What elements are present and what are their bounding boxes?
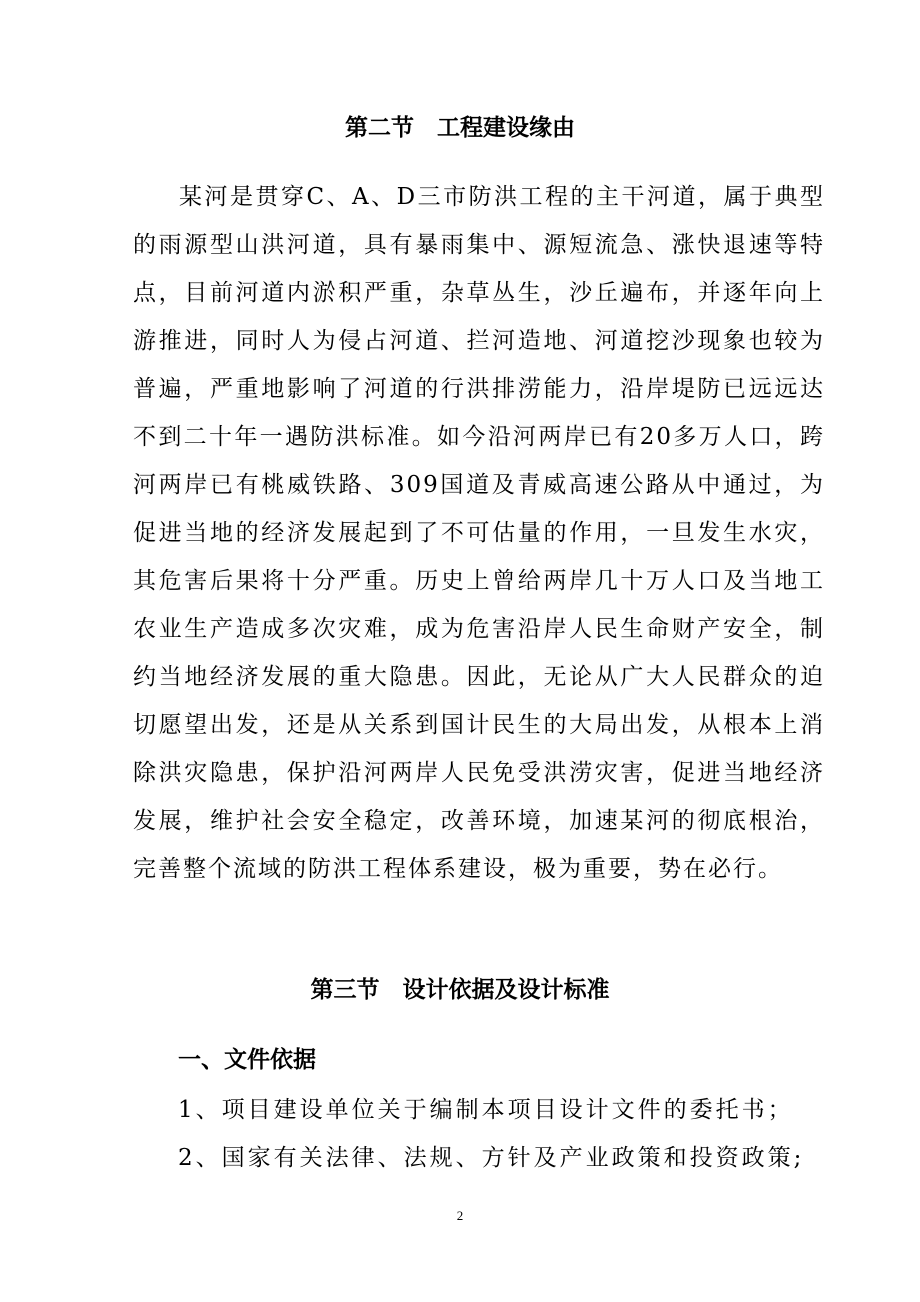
- section-2-paragraph: 某河是贯穿C、A、D三市防洪工程的主干河道，属于典型的雨源型山洪河道，具有暴雨集中、源短流急、涨快退速等特点，目前河道内淤积严重，杂草丛生，沙丘遍布，并逐年向上游推进，同时人为侵占河道、拦河造地、河道挖沙现象也较为普遍，严重地影响了河道的行洪排涝能力，沿岸堤防已远远达不到二十年一遇防洪标准。如今沿河两岸已有20多万人口，跨河两岸已有桃威铁路、309国道及青威高速公路从中通过，为促进当地的经济发展起到了不可估量的作用，一旦发生水灾，其危害后果将十分严重。历史上曾给两岸几十万人口及当地工农业生产造成多次灾难，成为危害沿岸人民生命财产安全，制约当地经济发展的重大隐患。因此，无论从广大人民群众的迫切愿望出发，还是从关系到国计民生的大局出发，从根本上消除洪灾隐患，保护沿河两岸人民免受洪涝灾害，促进当地经济发展，维护社会安全稳定，改善环境，加速某河的彻底根治，完善整个流域的防洪工程体系建设，极为重要，势在必行。: [133, 184, 825, 882]
- section-2-body: [133, 173, 825, 893]
- list-item: 1、项目建设单位关于编制本项目设计文件的委托书；: [178, 1097, 794, 1123]
- document-basis-list: [178, 1086, 828, 1182]
- section-3-heading: 第三节 设计依据及设计标准: [310, 977, 610, 1003]
- list-item: 2、国家有关法律、法规、方针及产业政策和投资政策;: [178, 1145, 805, 1171]
- subsection-1-heading: 一、文件依据: [178, 1047, 316, 1073]
- page-number: 2: [456, 1208, 464, 1223]
- section-2-heading: 第二节 工程建设缘由: [345, 115, 575, 141]
